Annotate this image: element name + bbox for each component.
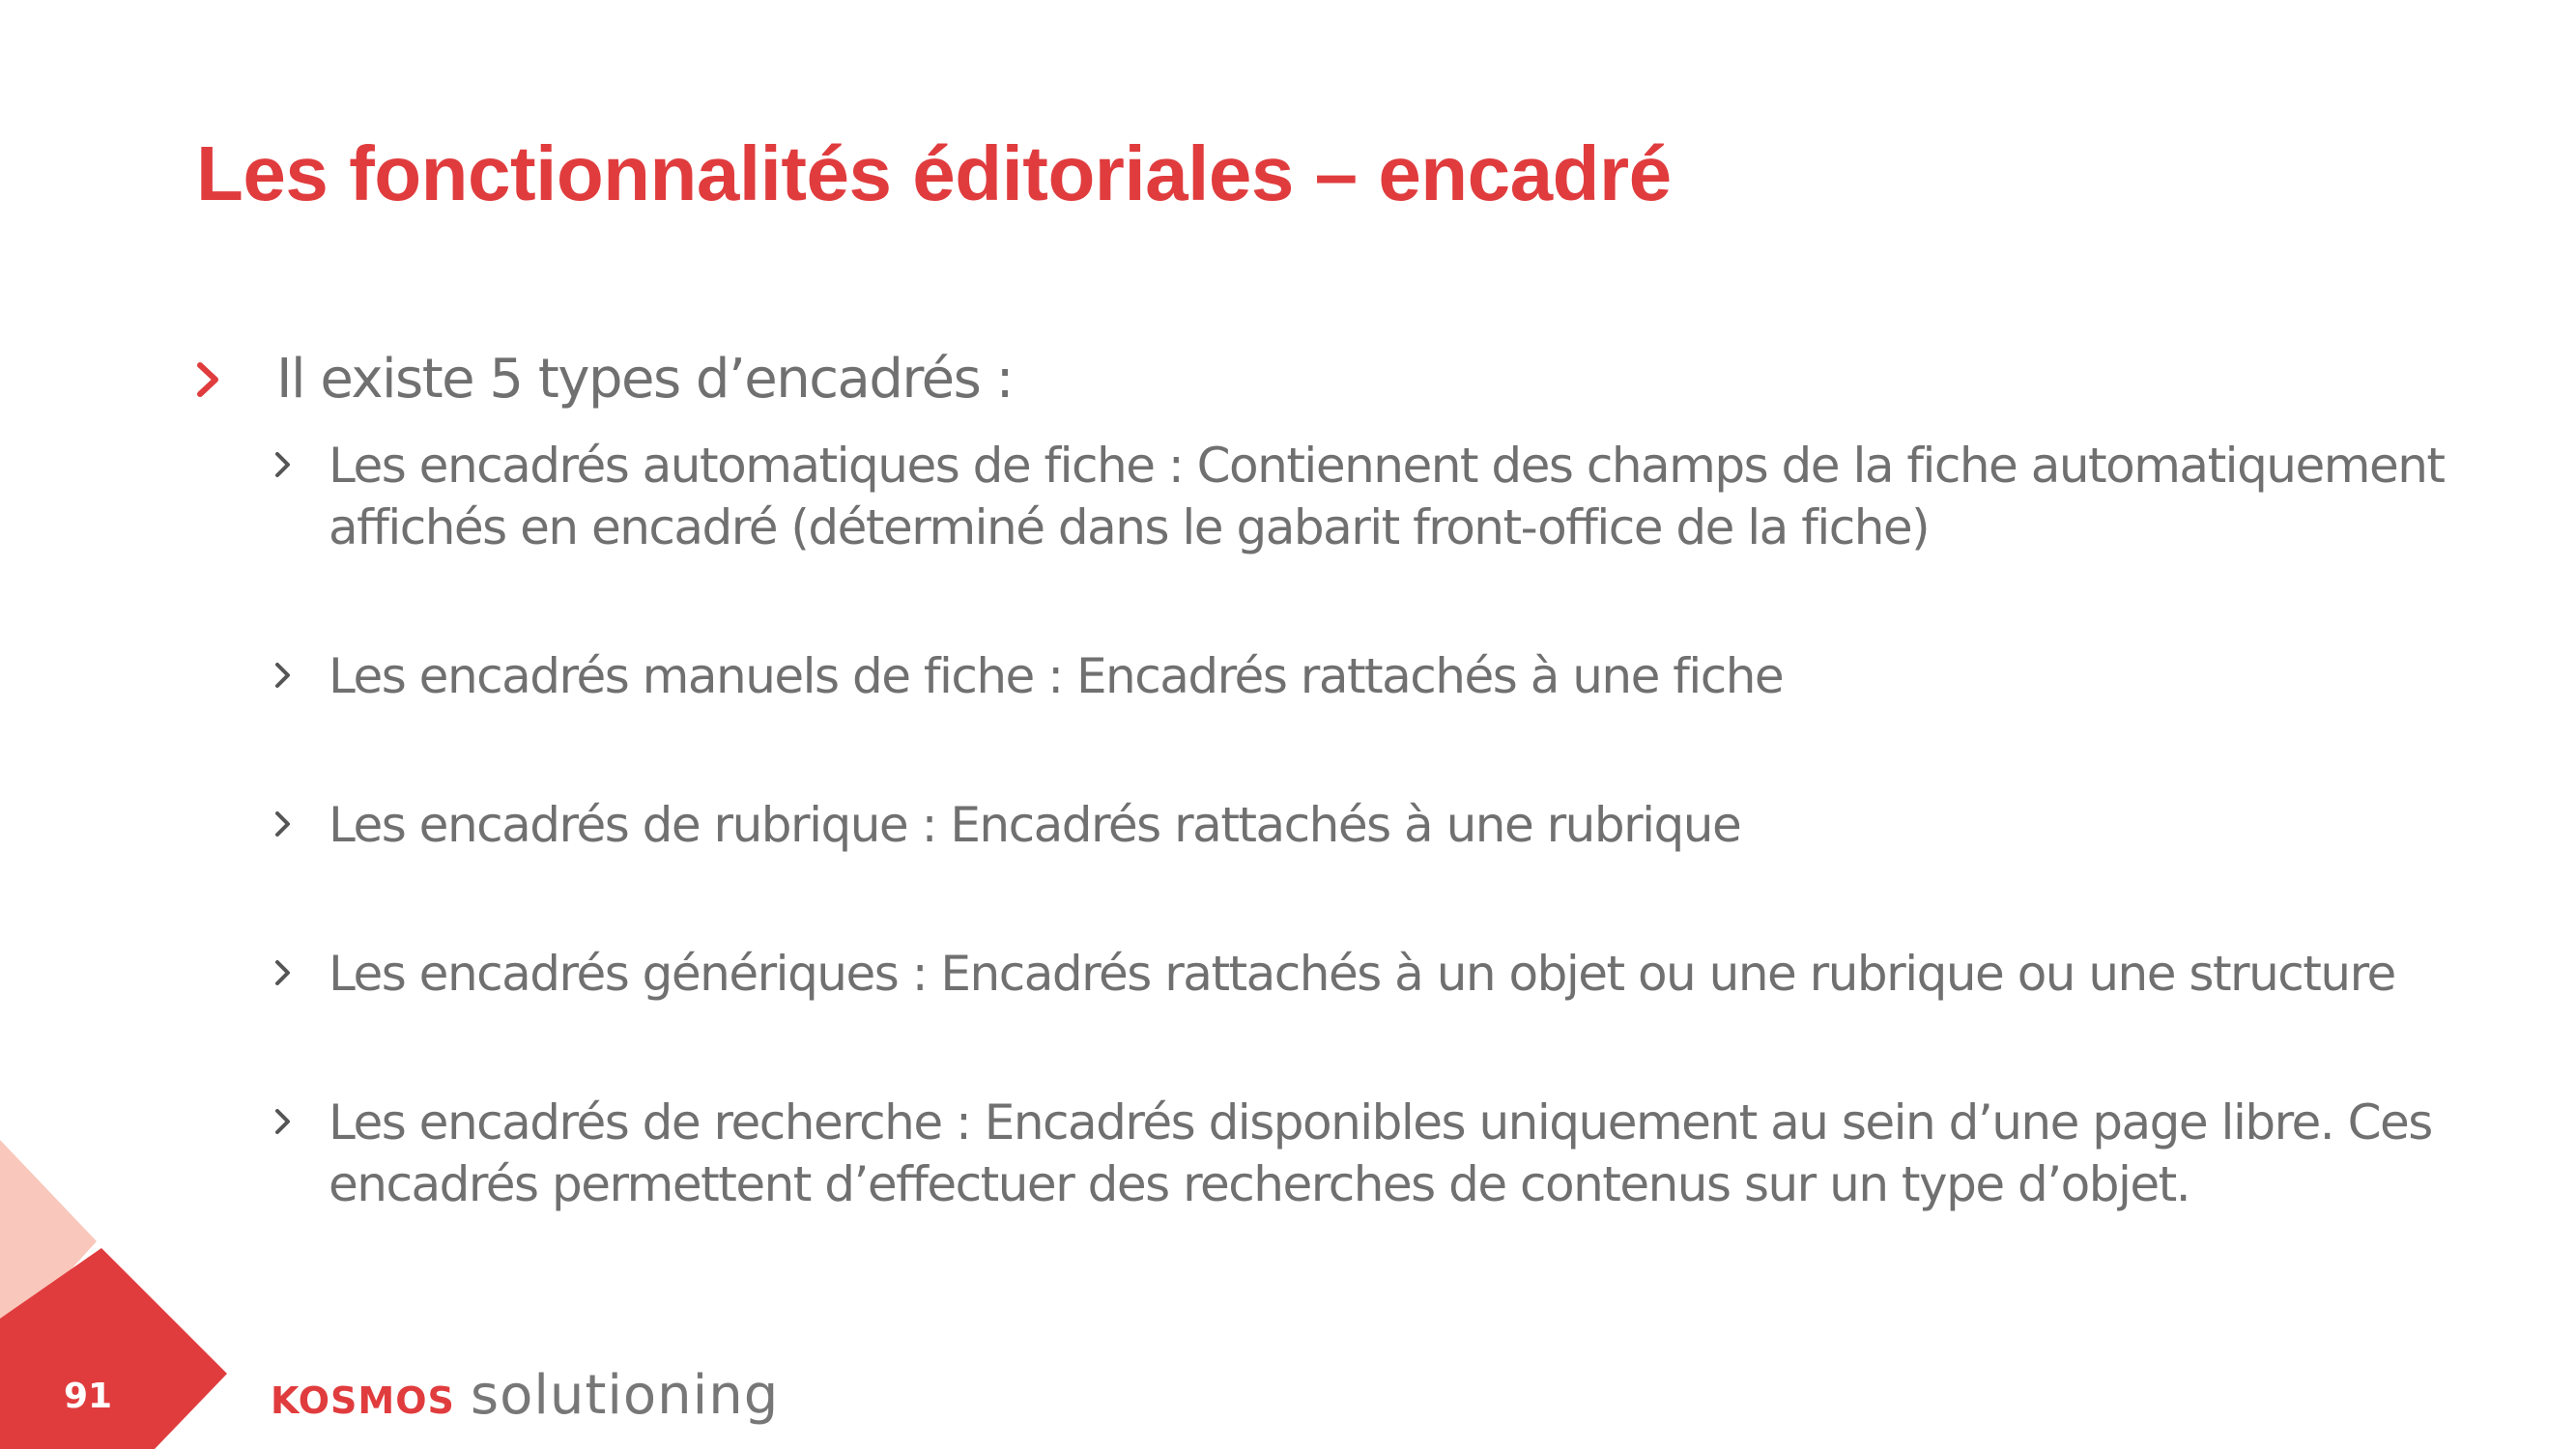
chevron-right-icon xyxy=(273,810,293,838)
list-item-text: Les encadrés automatiques de fiche : Contiennent des champs de la fiche automatiquement affichés en encadré (déterminé dans le gabarit front-office de la fiche) xyxy=(329,438,2445,555)
brand-logo xyxy=(271,1357,779,1447)
encadre-types-list xyxy=(196,435,2447,1215)
corner-decoration xyxy=(0,1140,251,1449)
slide-content xyxy=(196,344,2447,1302)
chevron-right-icon xyxy=(194,361,223,398)
list-item xyxy=(196,435,2447,558)
brand-primary: KOSMOS xyxy=(271,1379,455,1422)
list-item xyxy=(196,645,2447,707)
chevron-right-icon xyxy=(273,1108,293,1135)
list-item-text: Les encadrés génériques : Encadrés rattachés à un objet ou une rubrique ou une structure xyxy=(329,946,2395,1002)
chevron-right-icon xyxy=(273,959,293,986)
brand-secondary: solutioning xyxy=(470,1364,780,1427)
chevron-right-icon xyxy=(273,662,293,689)
list-item xyxy=(196,794,2447,856)
list-item xyxy=(196,1092,2447,1215)
intro-bullet xyxy=(196,344,2447,415)
slide-title: Les fonctionnalités éditoriales – encadré xyxy=(196,130,1672,216)
intro-text: Il existe 5 types d’encadrés : xyxy=(276,348,1013,411)
list-item xyxy=(196,943,2447,1005)
chevron-right-icon xyxy=(273,451,293,478)
page-number: 91 xyxy=(64,1377,113,1416)
list-item-text: Les encadrés manuels de fiche : Encadrés rattachés à une fiche xyxy=(329,648,1784,704)
list-item-text: Les encadrés de rubrique : Encadrés rattachés à une rubrique xyxy=(329,797,1741,853)
list-item-text: Les encadrés de recherche : Encadrés disponibles uniquement au sein d’une page libre. Ces encadrés permettent d’effectuer des recherches de contenus sur un type d’objet. xyxy=(329,1094,2432,1212)
